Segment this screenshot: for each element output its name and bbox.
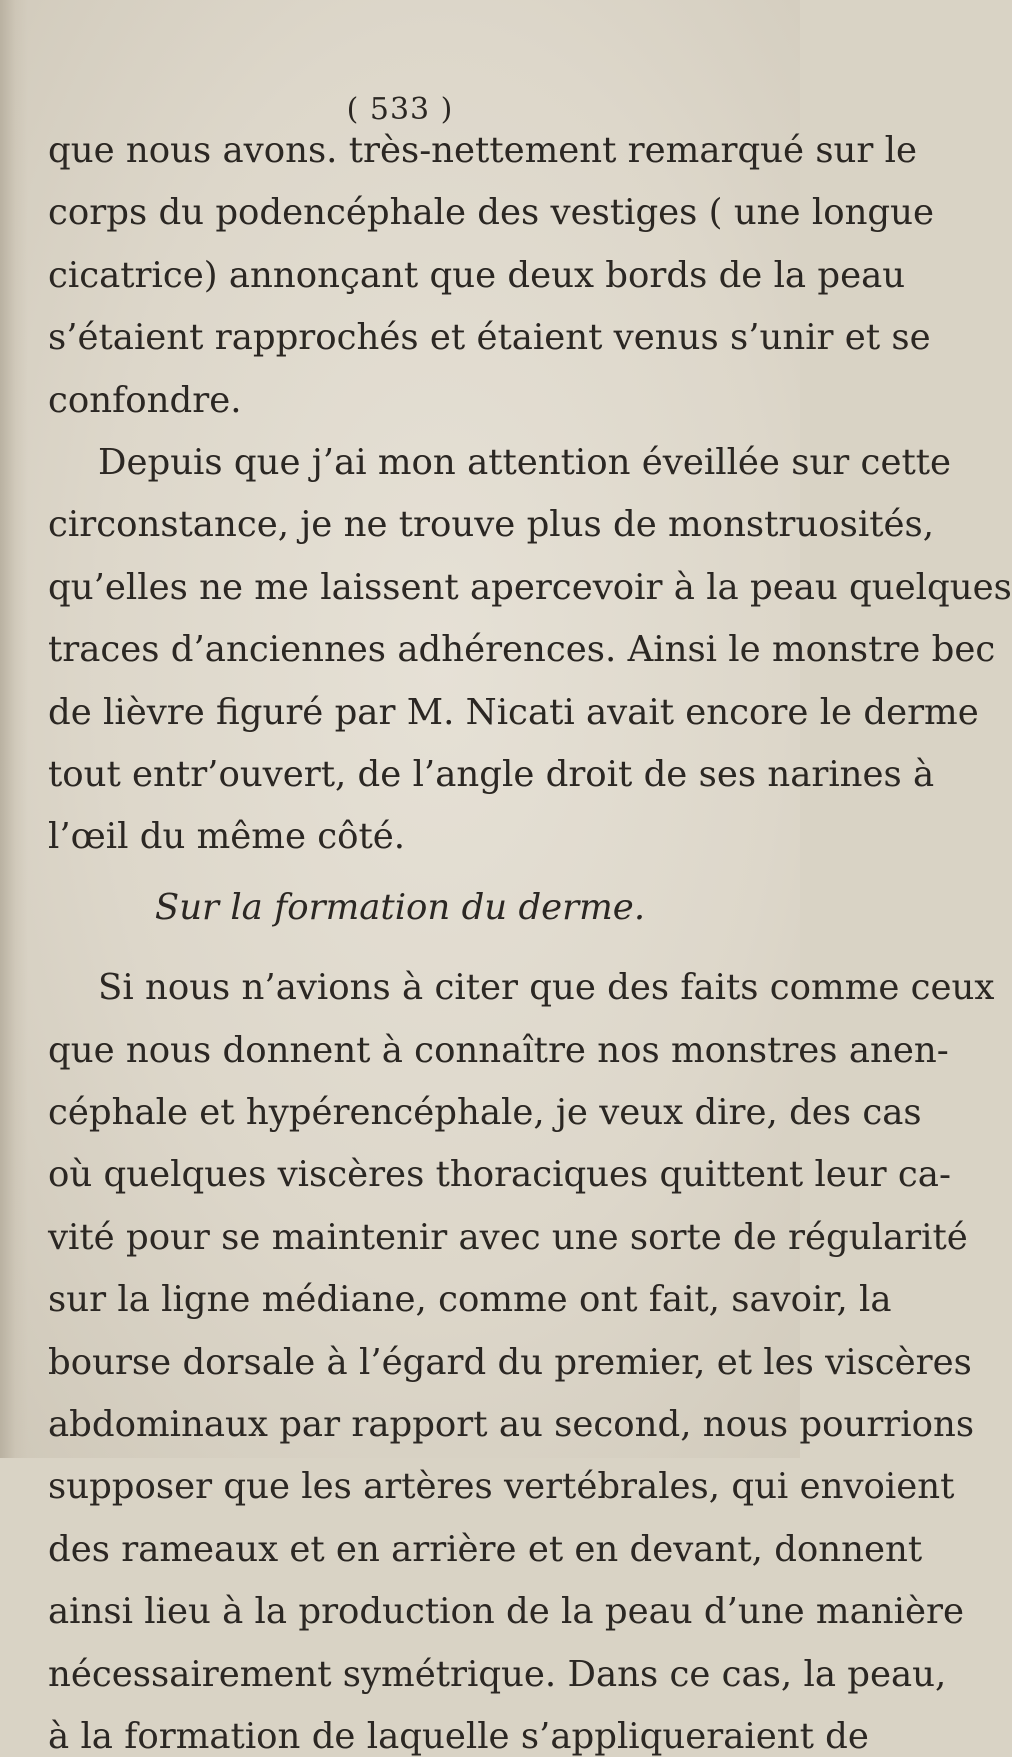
text-line: de lièvre figuré par M. Nicati avait encore le derme	[48, 691, 979, 733]
text-line: qu’elles ne me laissent apercevoir à la peau quelques	[48, 566, 1012, 608]
text-line: cicatrice) annonçant que deux bords de la peau	[48, 254, 906, 296]
text-line: corps du podencéphale des vestiges ( une longue	[48, 192, 935, 234]
text-line: l’œil du même côté.	[48, 816, 406, 858]
text-line: sur la ligne médiane, comme ont fait, savoir, la	[48, 1279, 892, 1321]
text-line: que nous donnent à connaître nos monstres anen-	[48, 1029, 949, 1071]
text-line: que nous avons. très-nettement remarqué sur le	[48, 130, 918, 171]
text-line: supposer que les artères vertébrales, qui envoient	[48, 1466, 955, 1508]
text-line: bourse dorsale à l’égard du premier, et les viscères	[48, 1341, 972, 1383]
text-line: tout entr’ouvert, de l’angle droit de ses narines à	[48, 754, 935, 795]
text-line: traces d’anciennes adhérences. Ainsi le monstre bec	[48, 629, 996, 671]
page-gutter-shadow	[0, 0, 28, 1458]
text-line: des rameaux et en arrière et en devant, donnent	[48, 1528, 923, 1570]
text-line: où quelques viscères thoraciques quittent leur ca-	[48, 1154, 951, 1196]
text-line: nécessairement symétrique. Dans ce cas, la peau,	[48, 1653, 947, 1695]
page-number: ( 533 )	[346, 92, 454, 127]
text-line: à la formation de laquelle s’appliqueraient de	[48, 1716, 869, 1757]
text-line: s’étaient rapprochés et étaient venus s’unir et se	[48, 317, 931, 359]
text-line: céphale et hypérencéphale, je veux dire, des cas	[48, 1092, 922, 1133]
text-line: confondre.	[48, 379, 242, 421]
text-line: vité pour se maintenir avec une sorte de régularité	[48, 1216, 968, 1258]
text-line: ainsi lieu à la production de la peau d’une manière	[48, 1591, 964, 1633]
text-line: circonstance, je ne trouve plus de monstruosités,	[48, 504, 934, 546]
text-line: abdominaux par rapport au second, nous pourrions	[48, 1404, 975, 1445]
text-line: Si nous n’avions à citer que des faits comme ceux	[98, 967, 995, 1009]
section-heading: Sur la formation du derme.	[154, 886, 646, 928]
text-line: Depuis que j’ai mon attention éveillée sur cette	[98, 442, 951, 483]
